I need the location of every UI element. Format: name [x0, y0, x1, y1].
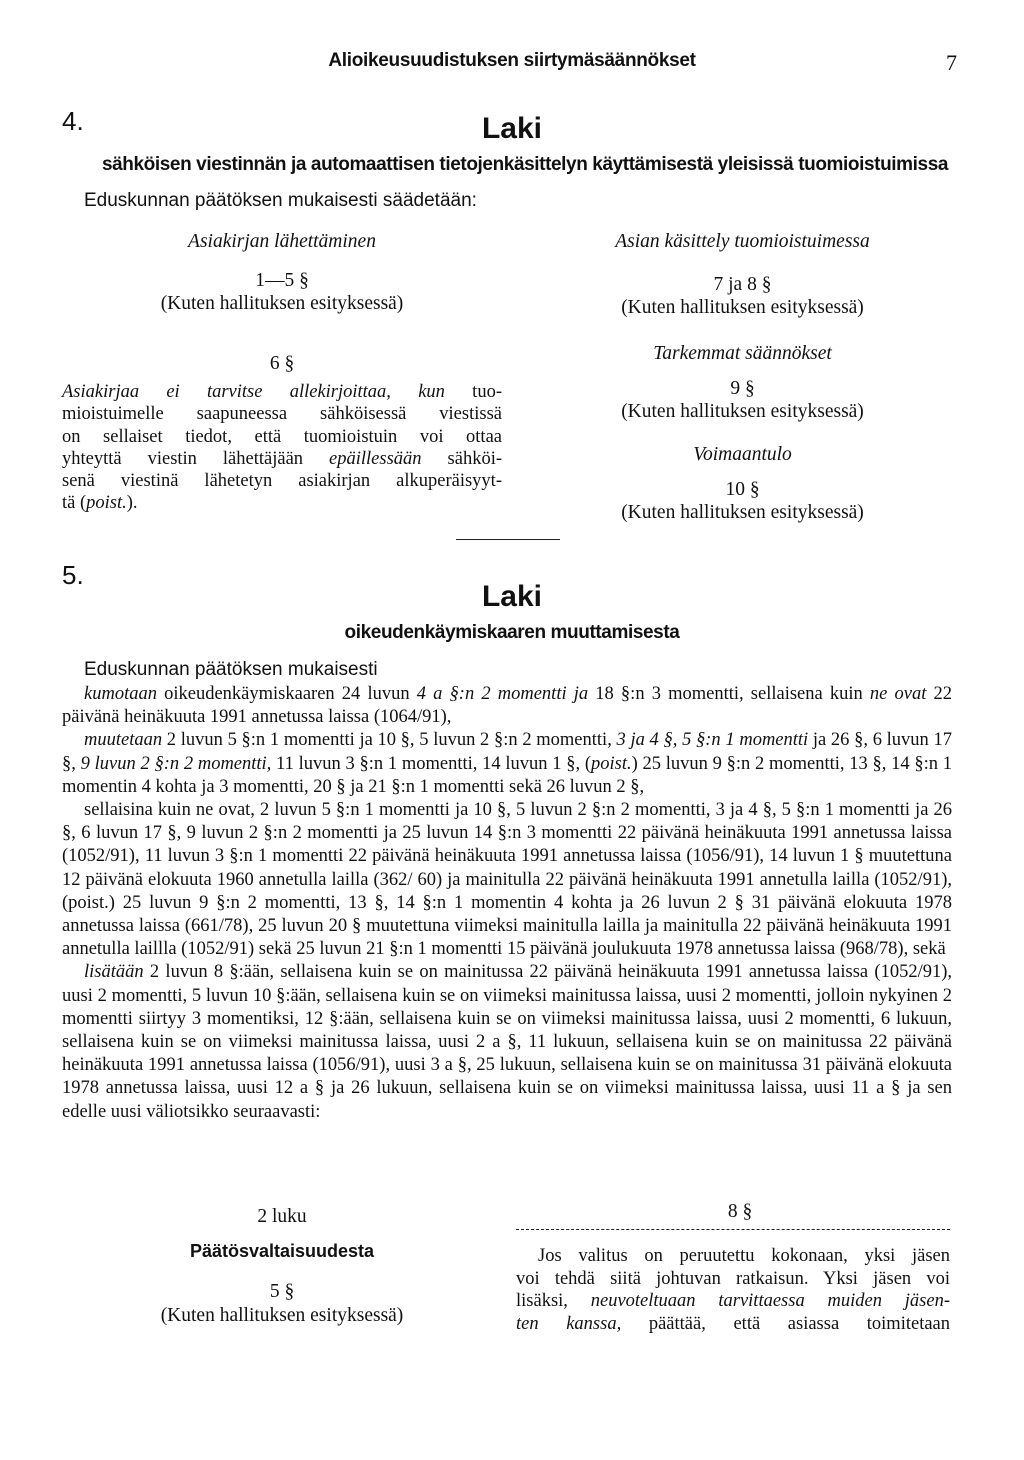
paragraph-kumotaan: kumotaan oikeudenkäymiskaaren 24 luvun 4 a §:n 2 momentti ja 18 §:n 3 momentti, sellaisena kuin ne ovat 22 päivänä heinäkuuta 1991 annetussa laissa (1064/91),: [62, 684, 953, 728]
paragraph-muutetaan: muutetaan 2 luvun 5 §:n 1 momentti ja 10 §, 5 luvun 2 §:n 2 momentti, 3 ja 4 §, 5 §:n 1 momentti ja 26 §, 6 luvun 17 §, 9 luvun 2 §:n 2 momentti, 11 luvun 3 §:n 1 momentti, 14 luvun 1 §, (poist.) 25 luvun 9 §:n 2 momentti, 13 §, 14 §:n 1 momentin 4 kohta ja 3 momentti, 20 § ja 21 §:n 1 momentti sekä 26 luvun 2 §,: [62, 730, 952, 797]
enactment-clause-5: Eduskunnan päätöksen mukaisesti: [84, 659, 378, 680]
paragraph-sellaisina: sellaisina kuin ne ovat, 2 luvun 5 §:n 1 momentti ja 10 §, 5 luvun 2 §:n 2 momentti, 3 ja 4 §, 5 §:n 1 momentti ja 26 §, 6 luvun 17 §, 9 luvun 2 §:n 2 momentti ja 25 luvun 14 §:n 3 momentti 22 päivänä heinäkuuta 1991 annetussa laissa (1052/91), 11 luvun 3 §:n 1 momentti 22 päivänä heinäkuuta 1991 annetussa laissa (1056/91), 14 luvun 1 § muutettuna 12 päivänä elokuuta 1960 annetulla lailla (362/ 60) ja mainitulla 22 päivänä heinäkuuta 1991 annetulla lailla (1052/91), (poist.) 25 luvun 9 §:n 2 momentti, 13 §, 14 §:n 1 momentin 4 kohta ja 26 luvun 2 § 31 päivänä elokuuta 1978 annetussa laissa (661/78), 25 luvun 20 § muutettuna viimeksi mainitulla lailla ja mainitulla 22 päivänä heinäkuuta 1991 annetulla laillla (1052/91) sekä 25 luvun 21 §:n 1 momentti 15 päivänä joulukuuta 1978 annetussa laissa (968/78), sekä: [62, 800, 952, 960]
amendment-text: [62, 683, 952, 1124]
omission-dashes: [516, 1229, 950, 1230]
chapter-title-paatosvaltaisuudesta: Päätösvaltaisuudesta: [189, 1241, 375, 1261]
section-8: 8 §: [727, 1201, 753, 1222]
chapter-title-asian-kasittely: Asian käsittely tuomioistuimessa: [615, 231, 870, 252]
section-divider: [456, 539, 560, 540]
section-1-5-note: (Kuten hallituksen esityksessä): [160, 293, 404, 314]
section-7-8: 7 ja 8 §: [713, 274, 772, 295]
page-number: 7: [946, 50, 957, 75]
chapter-2-luku: 2 luku: [257, 1206, 307, 1227]
section-7-8-note: (Kuten hallituksen esityksessä): [621, 297, 864, 318]
section-10: 10 §: [725, 479, 760, 500]
section-6-text: Asiakirjaa ei tarvitse allekirjoittaa, kun tuo- mioistuimelle saapuneessa sähköisessä viestissä on sellaiset tiedot, että tuomioistuin voi ottaa yhteyttä viestin lähettäjään epäillessään sähköi- senä viestinä lähetetyn asiakirjan alkuperäisyyt- tä (poist.).: [62, 382, 502, 514]
section-8-text: Jos valitus on peruutettu kokonaan, yksi jäsen voi tehdä siitä johtuvan ratkaisun. Yksi jäsen voi lisäksi, neuvoteltuaan tarvittaessa muiden jäsen- ten kanssa, päättää, että asiassa toimitetaan: [516, 1246, 951, 1334]
enactment-clause-4: Eduskunnan päätöksen mukaisesti säädetään:: [84, 190, 477, 211]
section-5: 5 §: [269, 1281, 295, 1302]
chapter-title-asiakirjan-lahettaminen: Asiakirjan lähettäminen: [188, 231, 376, 252]
section-number-4: 4.: [62, 106, 84, 136]
law-subtitle-4: sähköisen viestinnän ja automaattisen tietojenkäsittelyn käyttämisestä yleisissä tuomioistuimissa: [101, 154, 949, 175]
section-5-note: (Kuten hallituksen esityksessä): [160, 1305, 404, 1326]
law-subtitle-5: oikeudenkäymiskaaren muuttamisesta: [344, 622, 680, 643]
chapter-title-voimaantulo: Voimaantulo: [693, 444, 792, 465]
section-9: 9 §: [730, 378, 755, 399]
section-10-note: (Kuten hallituksen esityksessä): [621, 502, 864, 523]
law-heading-4: Laki: [481, 112, 543, 145]
law-heading-5: Laki: [481, 580, 543, 613]
section-1-5: 1—5 §: [255, 270, 309, 291]
running-header: Alioikeusuudistuksen siirtymäsäännökset: [328, 50, 696, 71]
chapter-title-tarkemmat-saannokset: Tarkemmat säännökset: [653, 343, 832, 364]
section-9-note: (Kuten hallituksen esityksessä): [621, 401, 864, 422]
paragraph-lisataan: lisätään 2 luvun 8 §:ään, sellaisena kuin se on mainitussa 22 päivänä heinäkuuta 1991 annetussa laissa (1052/91), uusi 2 momentti, 5 luvun 10 §:ään, sellaisena kuin se on viimeksi mainitussa laissa, uusi 2 momentti, jolloin nykyinen 2 momentti siirtyy 3 momentiksi, 12 §:ään, sellaisena kuin se on viimeksi mainitussa laissa, uusi 2 momentti, 6 lukuun, sellaisena kuin se on viimeksi mainitussa laissa, uusi 2 a §, 11 lukuun, sellaisena kuin se on mainitussa 22 päivänä heinäkuuta 1991 annetussa laissa (1056/91), uusi 3 a §, 25 lukuun, sellaisena kuin se on mainitussa 31 päivänä elokuuta 1978 annetussa laissa, uusi 12 a § ja 26 lukuun, sellaisena kuin se on viimeksi mainitussa laissa, uusi 11 a § ja sen edelle uusi väliotsikko seuraavasti:: [62, 962, 952, 1122]
section-6: 6 §: [269, 353, 295, 374]
section-number-5: 5.: [62, 560, 84, 590]
